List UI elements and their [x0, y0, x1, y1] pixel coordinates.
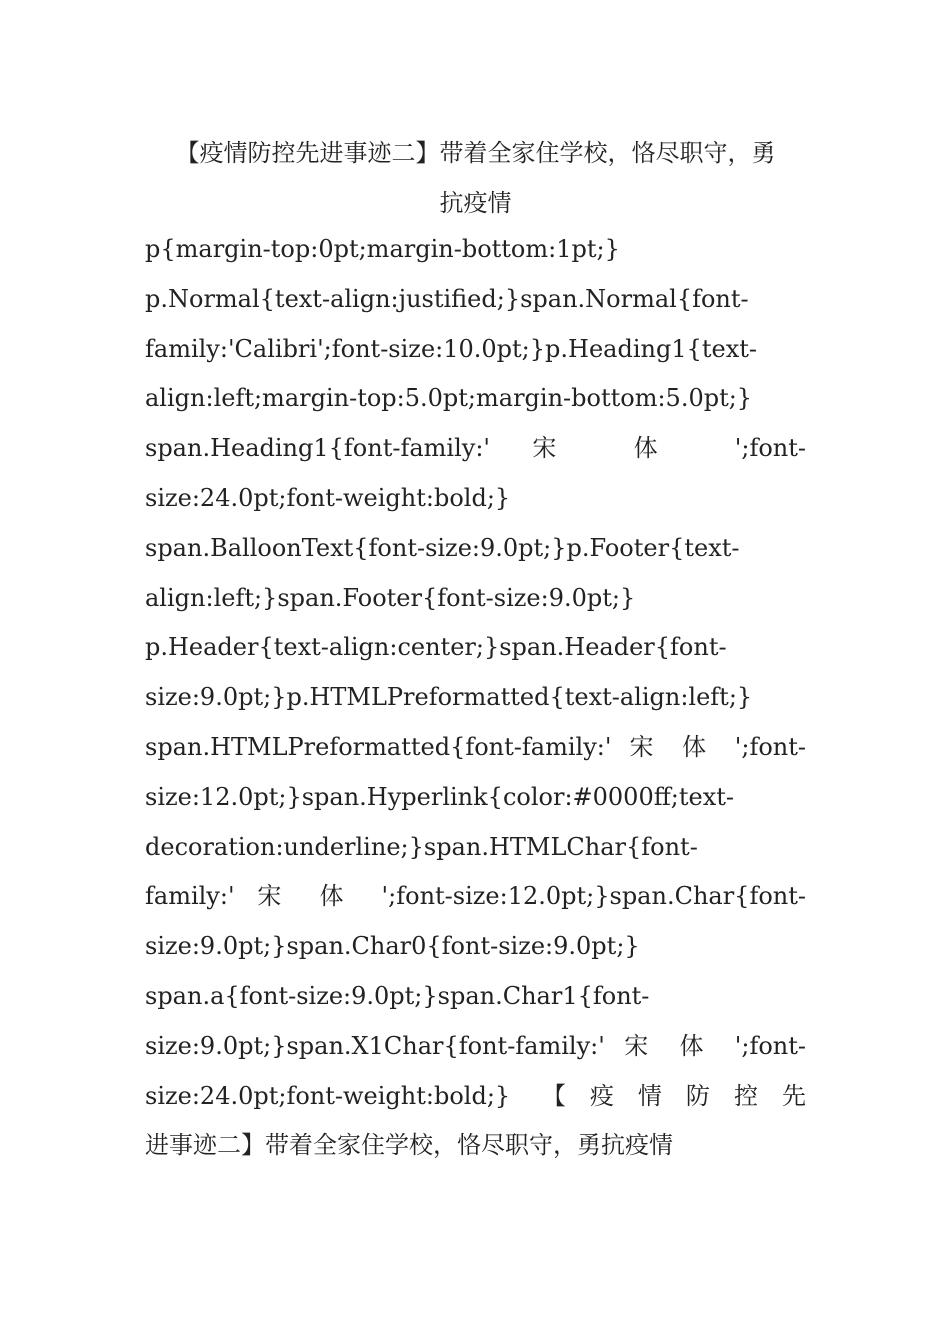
body-line: size:24.0pt;font-weight:bold;} — [145, 483, 511, 512]
body-line: p{margin-top:0pt;margin-bottom:1pt;} — [145, 235, 620, 263]
document-title — [145, 128, 806, 228]
body-line: size:24.0pt;font-weight:bold;} 【疫情防控先 — [145, 1081, 806, 1110]
body-line: span.HTMLPreformatted{font-family:' 宋 体 ';font- — [145, 732, 806, 761]
body-line: family:' 宋 体 ';font-size:12.0pt;}span.Char{font- — [145, 882, 806, 911]
body-line: size:12.0pt;}span.Hyperlink{color:#0000ff;text- — [145, 782, 734, 811]
body-line: p.Header{text-align:center;}span.Header{font- — [145, 633, 727, 662]
body-line: decoration:underline;}span.HTMLChar{font- — [145, 832, 698, 861]
title-line: 抗疫情 — [439, 189, 512, 217]
document-body — [145, 225, 806, 1171]
body-line: p.Normal{text-align:justified;}span.Normal{font- — [145, 284, 749, 313]
body-line: size:9.0pt;}p.HTMLPreformatted{text-align:left;} — [145, 683, 753, 712]
body-line: size:9.0pt;}span.Char0{font-size:9.0pt;} — [145, 932, 640, 961]
body-line: align:left;}span.Footer{font-size:9.0pt;} — [145, 583, 636, 612]
body-line: 进事迹二】带着全家住学校，恪尽职守，勇抗疫情 — [145, 1131, 673, 1160]
body-line: align:left;margin-top:5.0pt;margin-bottom:5.0pt;} — [145, 384, 753, 413]
body-line: size:9.0pt;}span.X1Char{font-family:' 宋 体 ';font- — [145, 1031, 806, 1060]
body-line: span.BalloonText{font-size:9.0pt;}p.Footer{text- — [145, 533, 740, 562]
body-line: span.a{font-size:9.0pt;}span.Char1{font- — [145, 981, 650, 1010]
title-line: 【疫情防控先进事迹二】带着全家住学校，恪尽职守，勇 — [175, 139, 776, 167]
body-line: family:'Calibri';font-size:10.0pt;}p.Heading1{text- — [145, 334, 757, 363]
body-line: span.Heading1{font-family:' 宋 体 ';font- — [145, 434, 806, 463]
